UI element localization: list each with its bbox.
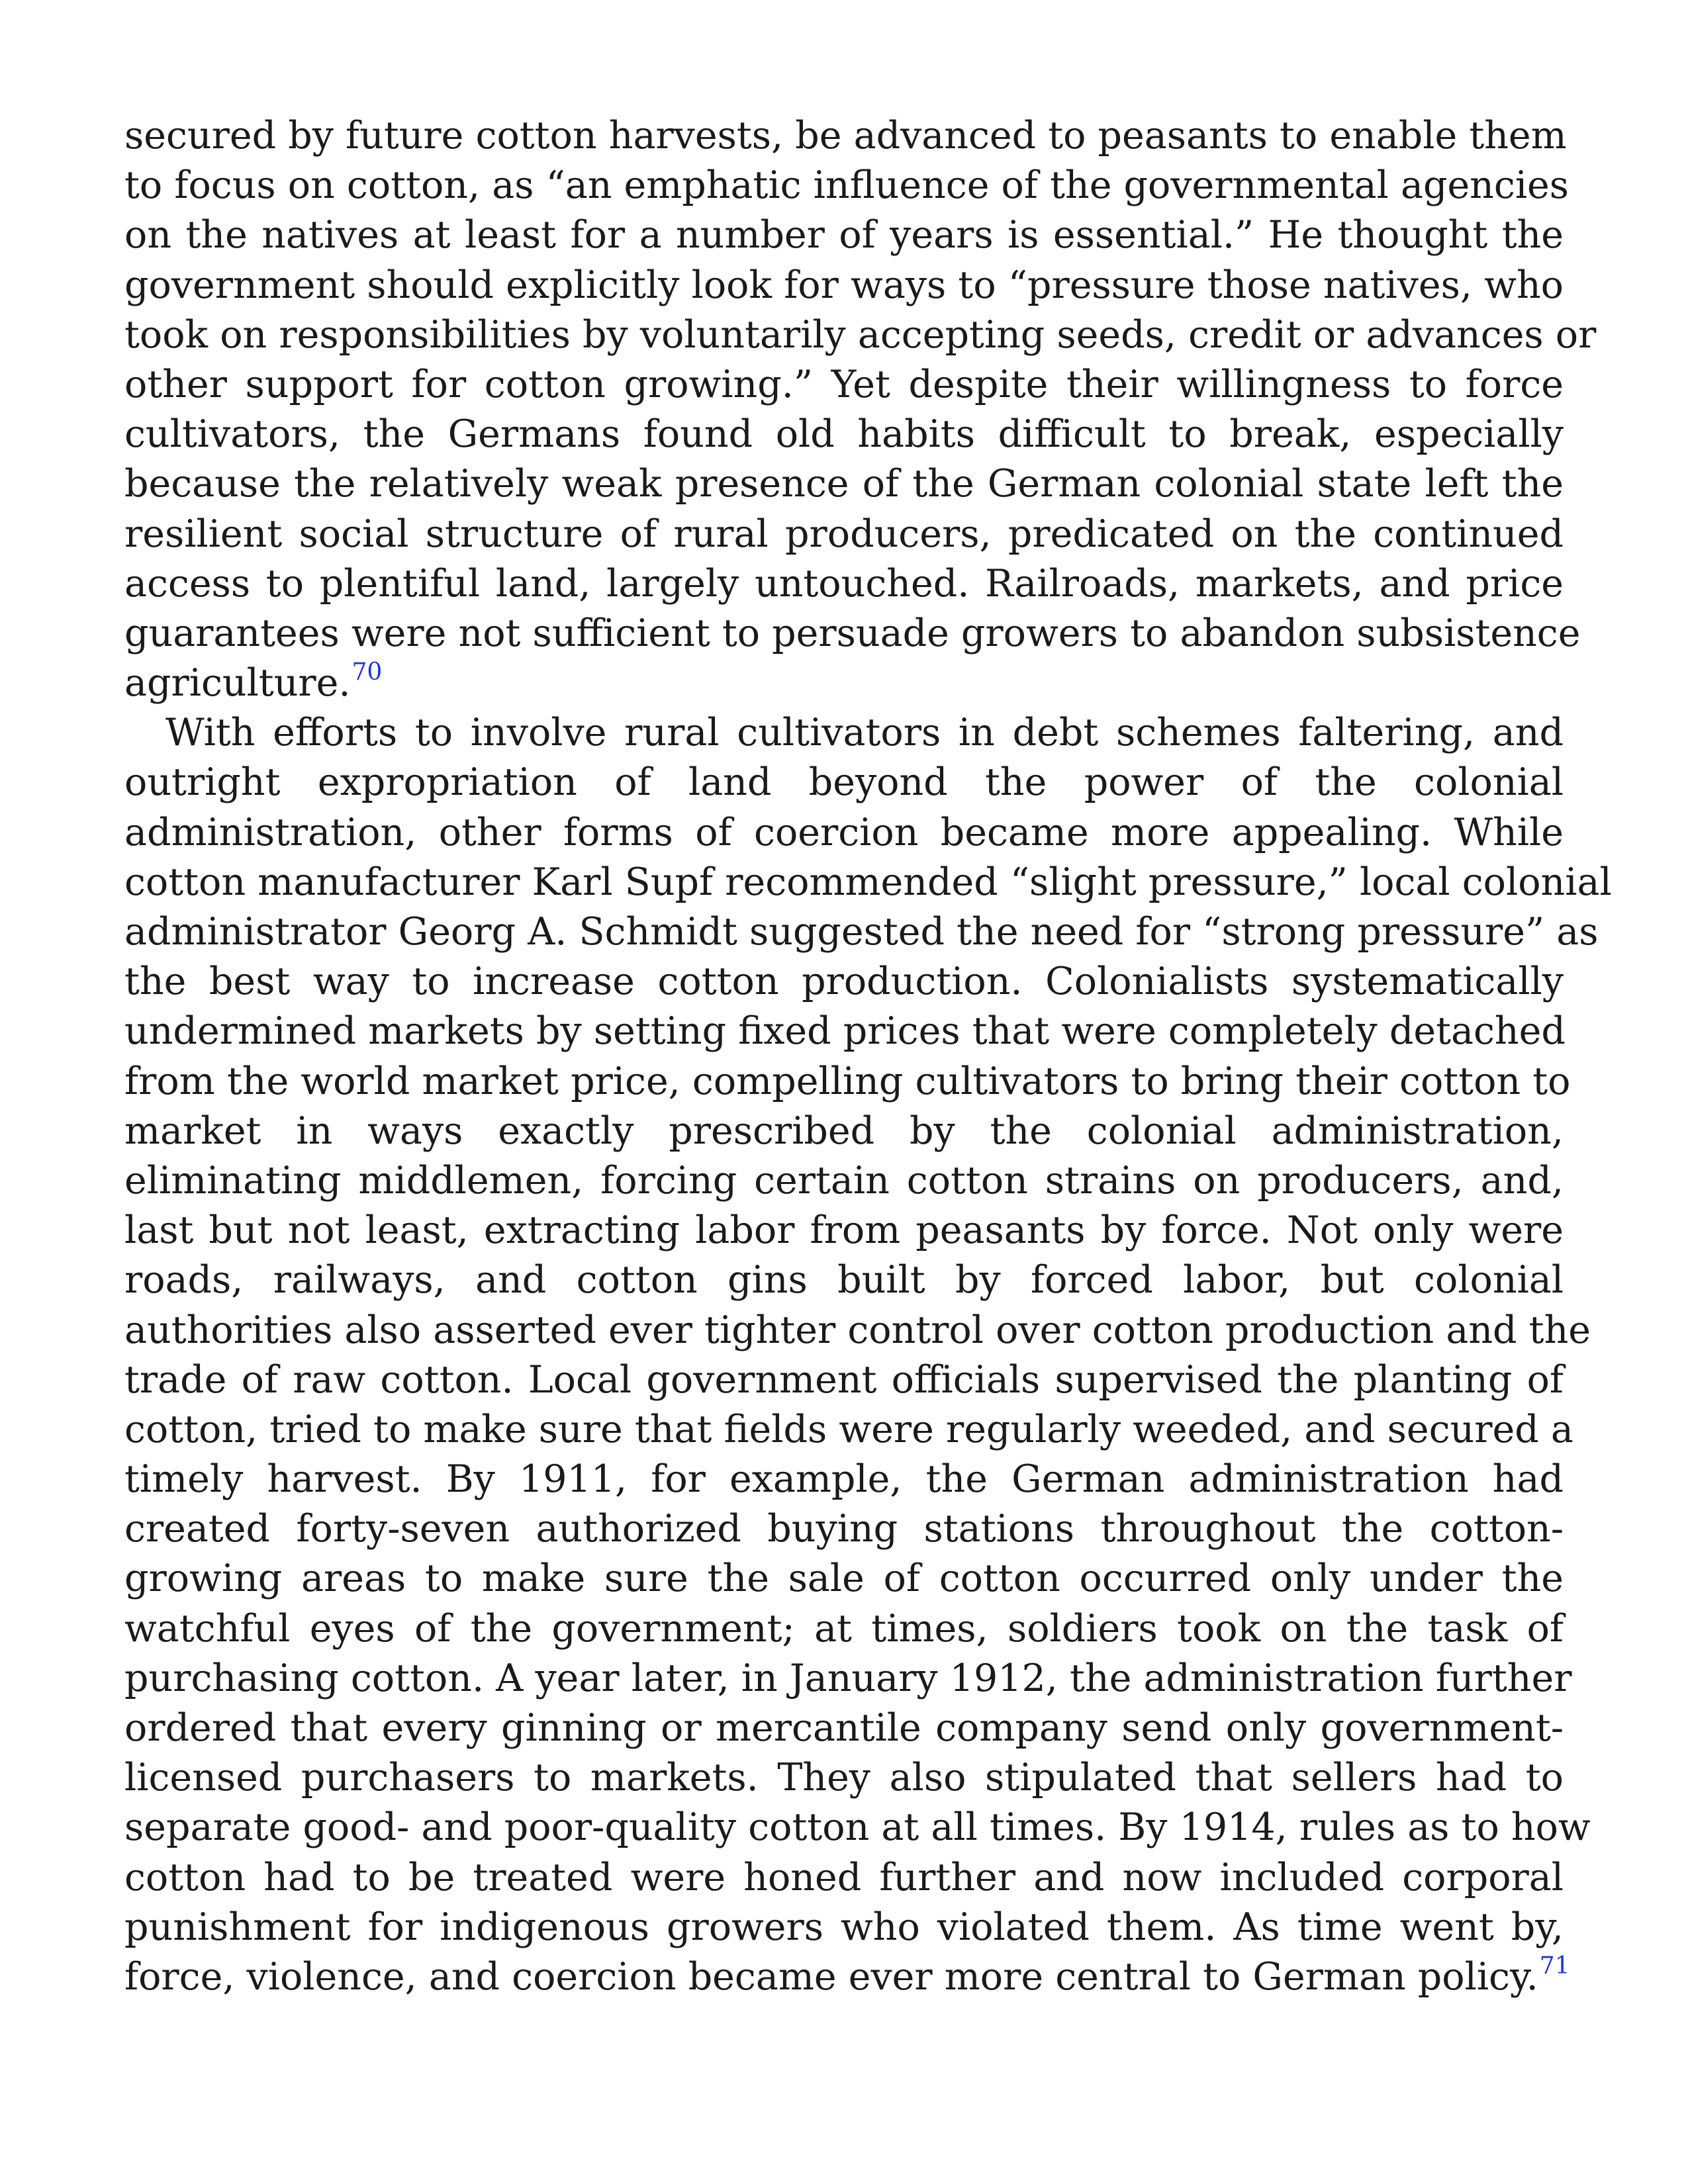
line-text: punishment for indigenous growers who violated them. As time went by, — [124, 1905, 1564, 1949]
line-text: watchful eyes of the government; at times, soldiers took on the task of — [124, 1606, 1564, 1651]
text-line — [124, 1853, 1564, 1903]
text-line — [124, 310, 1597, 360]
text-line — [124, 1803, 1591, 1852]
text-line — [124, 1156, 1564, 1206]
line-text: administration, other forms of coercion became more appealing. While — [124, 810, 1564, 854]
line-text: resilient social structure of rural producers, predicated on the continued — [124, 512, 1564, 556]
line-text: cultivators, the Germans found old habits difficult to break, especially — [124, 412, 1564, 457]
text-line — [124, 559, 1564, 609]
text-line — [124, 1604, 1564, 1654]
line-text: other support for cotton growing.” Yet despite their willingness to force — [124, 362, 1564, 406]
footnote-link[interactable]: 70 — [352, 659, 383, 686]
text-line — [124, 1057, 1571, 1107]
line-text: the best way to increase cotton production. Colonialists systematically — [124, 960, 1564, 1004]
line-text: created forty-seven authorized buying stations throughout the cotton- — [124, 1507, 1564, 1551]
text-line — [124, 410, 1564, 459]
line-text: ordered that every ginning or mercantile company send only government- — [124, 1706, 1564, 1750]
text-line — [124, 1654, 1572, 1704]
line-text: authorities also asserted ever tighter control over cotton production and the — [124, 1308, 1591, 1352]
line-text: purchasing cotton. A year later, in January 1912, the administration further — [124, 1656, 1572, 1700]
footnote-link[interactable]: 71 — [1539, 1952, 1570, 1979]
text-line — [124, 957, 1564, 1007]
line-text: from the world market price, compelling cultivators to bring their cotton to — [124, 1059, 1571, 1103]
text-line — [124, 758, 1564, 807]
text-line — [124, 907, 1599, 957]
text-line — [124, 659, 1564, 708]
text-line — [124, 459, 1564, 509]
text-line — [124, 1704, 1564, 1753]
line-text: market in ways exactly prescribed by the colonial administration, — [124, 1109, 1564, 1153]
text-line — [124, 1753, 1564, 1803]
line-text: cotton manufacturer Karl Supf recommended “slight pressure,” local colonial — [124, 860, 1612, 904]
text-line — [124, 1405, 1573, 1455]
text-line — [124, 1007, 1564, 1056]
text-line — [124, 609, 1581, 659]
line-text: took on responsibilities by voluntarily accepting seeds, credit or advances or — [124, 312, 1597, 357]
line-text: because the relatively weak presence of the German colonial state left the — [124, 462, 1564, 506]
text-line — [124, 1903, 1564, 1952]
text-line — [124, 111, 1567, 161]
line-text: guarantees were not sufficient to persuade growers to abandon subsistence — [124, 611, 1581, 655]
text-line — [124, 510, 1564, 559]
text-line — [124, 858, 1612, 907]
text-line — [124, 1107, 1564, 1156]
text-line — [124, 1255, 1564, 1305]
line-text: secured by future cotton harvests, be advanced to peasants to enable them — [124, 114, 1567, 158]
line-text: to focus on cotton, as “an emphatic influence of the governmental agencies — [124, 163, 1570, 208]
text-line — [124, 1554, 1564, 1604]
paragraph-2 — [124, 708, 1612, 2002]
text-line — [124, 708, 1564, 758]
document-page — [124, 111, 1612, 2002]
line-text: With efforts to involve rural cultivators in debt schemes faltering, and — [165, 711, 1564, 755]
text-line — [124, 1306, 1591, 1355]
text-line — [124, 1952, 1570, 2002]
text-line — [124, 161, 1570, 210]
text-line — [124, 360, 1564, 410]
line-text: licensed purchasers to markets. They also stipulated that sellers had to — [124, 1756, 1564, 1800]
line-text: growing areas to make sure the sale of cotton occurred only under the — [124, 1557, 1564, 1601]
text-line — [124, 1206, 1564, 1255]
line-text: cotton, tried to make sure that fields were regularly weeded, and secured a — [124, 1407, 1573, 1451]
line-text: on the natives at least for a number of years is essential.” He thought the — [124, 213, 1564, 257]
line-text: agriculture. — [124, 661, 351, 705]
text-line — [124, 1504, 1564, 1554]
text-line — [124, 1355, 1564, 1405]
line-text: trade of raw cotton. Local government officials supervised the planting of — [124, 1357, 1564, 1402]
line-text: government should explicitly look for ways to “pressure those natives, who — [124, 263, 1564, 307]
line-text: outright expropriation of land beyond the power of the colonial — [124, 760, 1564, 805]
line-text: force, violence, and coercion became ever more central to German policy. — [124, 1954, 1538, 1999]
line-text: separate good- and poor-quality cotton at all times. By 1914, rules as to how — [124, 1805, 1591, 1850]
line-text: eliminating middlemen, forcing certain cotton strains on producers, and, — [124, 1158, 1564, 1203]
line-text: access to plentiful land, largely untouched. Railroads, markets, and price — [124, 561, 1564, 606]
text-line — [124, 210, 1564, 260]
paragraph-1 — [124, 111, 1597, 708]
line-text: administrator Georg A. Schmidt suggested the need for “strong pressure” as — [124, 910, 1599, 954]
text-line — [124, 808, 1564, 858]
line-text: cotton had to be treated were honed further and now included corporal — [124, 1855, 1564, 1899]
line-text: undermined markets by setting fixed prices that were completely detached — [124, 1009, 1566, 1054]
line-text: last but not least, extracting labor from peasants by force. Not only were — [124, 1208, 1564, 1253]
line-text: timely harvest. By 1911, for example, the German administration had — [124, 1457, 1564, 1502]
line-text: roads, railways, and cotton gins built by forced labor, but colonial — [124, 1258, 1564, 1302]
text-line — [124, 1455, 1564, 1504]
text-line — [124, 261, 1564, 310]
